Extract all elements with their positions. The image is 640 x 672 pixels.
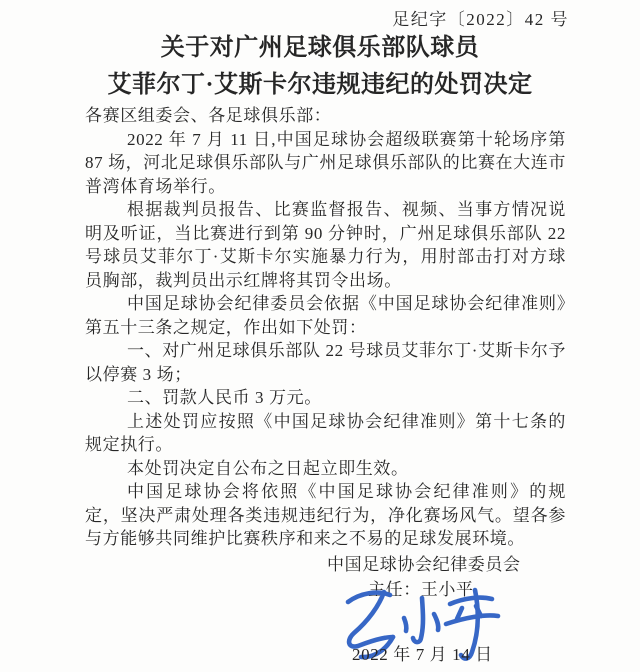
document-title-line2: 艾菲尔丁·艾斯卡尔违规违纪的处罚决定 <box>107 72 533 98</box>
document-title-line1: 关于对广州足球俱乐部队球员 <box>160 35 480 61</box>
closing-organization: 中国足球协会纪律委员会 <box>327 555 521 574</box>
body-paragraph: 本处罚决定自公布之日起立即生效。 <box>127 458 409 478</box>
closing-signer-title: 主任：王小平 <box>368 580 474 599</box>
body-paragraph: 2022 年 7 月 11 日,中国足球协会超级联赛第十轮场序第 87 场，河北足球俱乐部队与广州足球俱乐部队的比赛在大连市普湾体育场举行。 <box>85 129 566 196</box>
body-paragraph: 一、对广州足球俱乐部队 22 号球员艾菲尔丁·艾斯卡尔予以停赛 3 场； <box>85 341 566 384</box>
body-paragraph: 中国足球协会将依照《中国足球协会纪律准则》的规定，坚决严肃处理各类违规违纪行为，净化赛场风气。望各参与方能够共同维护比赛秩序和来之不易的足球发展环境。 <box>85 482 566 548</box>
body-paragraph: 二、罚款人民币 3 万元。 <box>127 388 322 407</box>
salutation: 各赛区组委会、各足球俱乐部： <box>85 106 332 125</box>
document-number: 足纪字〔2022〕42 号 <box>392 10 569 29</box>
body-paragraph: 根据裁判员报告、比赛监督报告、视频、当事方情况说明及听证，当比赛进行到第 90 分钟时，广州足球俱乐部队 22 号球员艾菲尔丁·艾斯卡尔实施暴力行为，用肘部击打对方球员胸部，裁判员出示红牌将其罚令出场。 <box>85 200 566 290</box>
closing-date: 2022 年 7 月 14 日 <box>352 645 493 664</box>
body-paragraph: 上述处罚应按照《中国足球协会纪律准则》第十七条的规定执行。 <box>85 411 566 454</box>
document-body <box>85 104 566 551</box>
body-paragraph: 中国足球协会纪律委员会依据《中国足球协会纪律准则》第五十三条之规定，作出如下处罚： <box>85 294 566 337</box>
document-title <box>0 30 640 104</box>
